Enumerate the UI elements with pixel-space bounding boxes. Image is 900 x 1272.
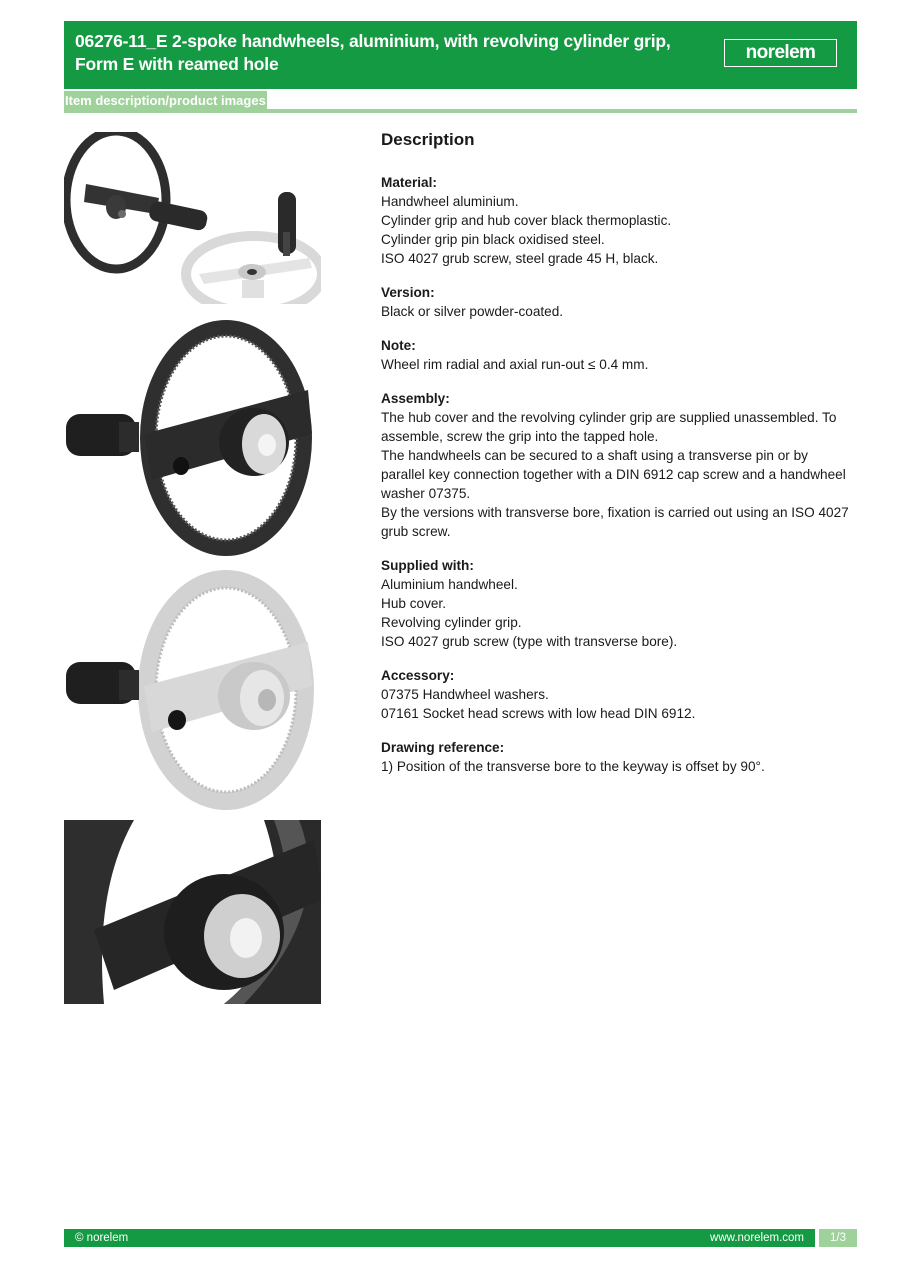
block-line: The hub cover and the revolving cylinder grip are supplied unassembled. To assemble, screw the grip into the tapped hole. xyxy=(381,410,837,444)
block-label: Supplied with: xyxy=(381,558,474,573)
footer-website-link[interactable]: www.norelem.com xyxy=(710,1232,804,1244)
block-line: Handwheel aluminium. xyxy=(381,194,519,209)
footer-copyright: © norelem xyxy=(75,1232,129,1244)
description-heading: Description xyxy=(381,130,475,149)
block-label: Drawing reference: xyxy=(381,740,505,755)
hub-detail-image xyxy=(64,820,321,1004)
document-title: 06276-11_E 2-spoke handwheels, aluminium, with revolving cylinder grip, Form E with reamed hole xyxy=(75,31,671,74)
block-line: Aluminium handwheel. xyxy=(381,577,518,592)
section-bar xyxy=(64,91,857,113)
block-label: Note: xyxy=(381,338,416,353)
block-label: Version: xyxy=(381,285,435,300)
document-header xyxy=(64,21,857,89)
product-overview-image xyxy=(64,132,321,304)
block-line: 1) Position of the transverse bore to the keyway is offset by 90°. xyxy=(381,759,765,774)
description-block xyxy=(381,389,851,541)
section-label: Item description/product images xyxy=(65,93,266,108)
description-block xyxy=(381,738,851,776)
block-line: Black or silver powder-coated. xyxy=(381,304,564,319)
black-handwheel-image xyxy=(64,314,321,560)
document-footer xyxy=(64,1229,815,1247)
block-line: The handwheels can be secured to a shaft using a transverse pin or by parallel key connection together with a DIN 6912 cap screw and a handwheel washer 07375. xyxy=(381,448,846,501)
block-line: ISO 4027 grub screw (type with transverse bore). xyxy=(381,634,678,649)
description-block xyxy=(381,556,851,651)
block-line: Hub cover. xyxy=(381,596,446,611)
description-panel xyxy=(381,129,851,791)
description-block xyxy=(381,173,851,268)
description-block xyxy=(381,666,851,723)
block-line: ISO 4027 grub screw, steel grade 45 H, black. xyxy=(381,251,659,266)
block-line: Wheel rim radial and axial run-out ≤ 0.4 mm. xyxy=(381,357,649,372)
block-line: 07375 Handwheel washers. xyxy=(381,687,549,702)
block-label: Material: xyxy=(381,175,437,190)
page-number: 1/3 xyxy=(819,1229,857,1247)
section-divider xyxy=(64,109,857,113)
block-label: Assembly: xyxy=(381,391,450,406)
block-line: 07161 Socket head screws with low head DIN 6912. xyxy=(381,706,696,721)
block-line: Cylinder grip pin black oxidised steel. xyxy=(381,232,605,247)
description-block xyxy=(381,283,851,321)
norelem-logo: norelem xyxy=(724,39,837,67)
description-block xyxy=(381,336,851,374)
block-line: Cylinder grip and hub cover black thermoplastic. xyxy=(381,213,672,228)
block-label: Accessory: xyxy=(381,668,455,683)
block-line: Revolving cylinder grip. xyxy=(381,615,522,630)
silver-handwheel-image xyxy=(64,566,321,812)
block-line: By the versions with transverse bore, fixation is carried out using an ISO 4027 grub screw. xyxy=(381,505,849,539)
